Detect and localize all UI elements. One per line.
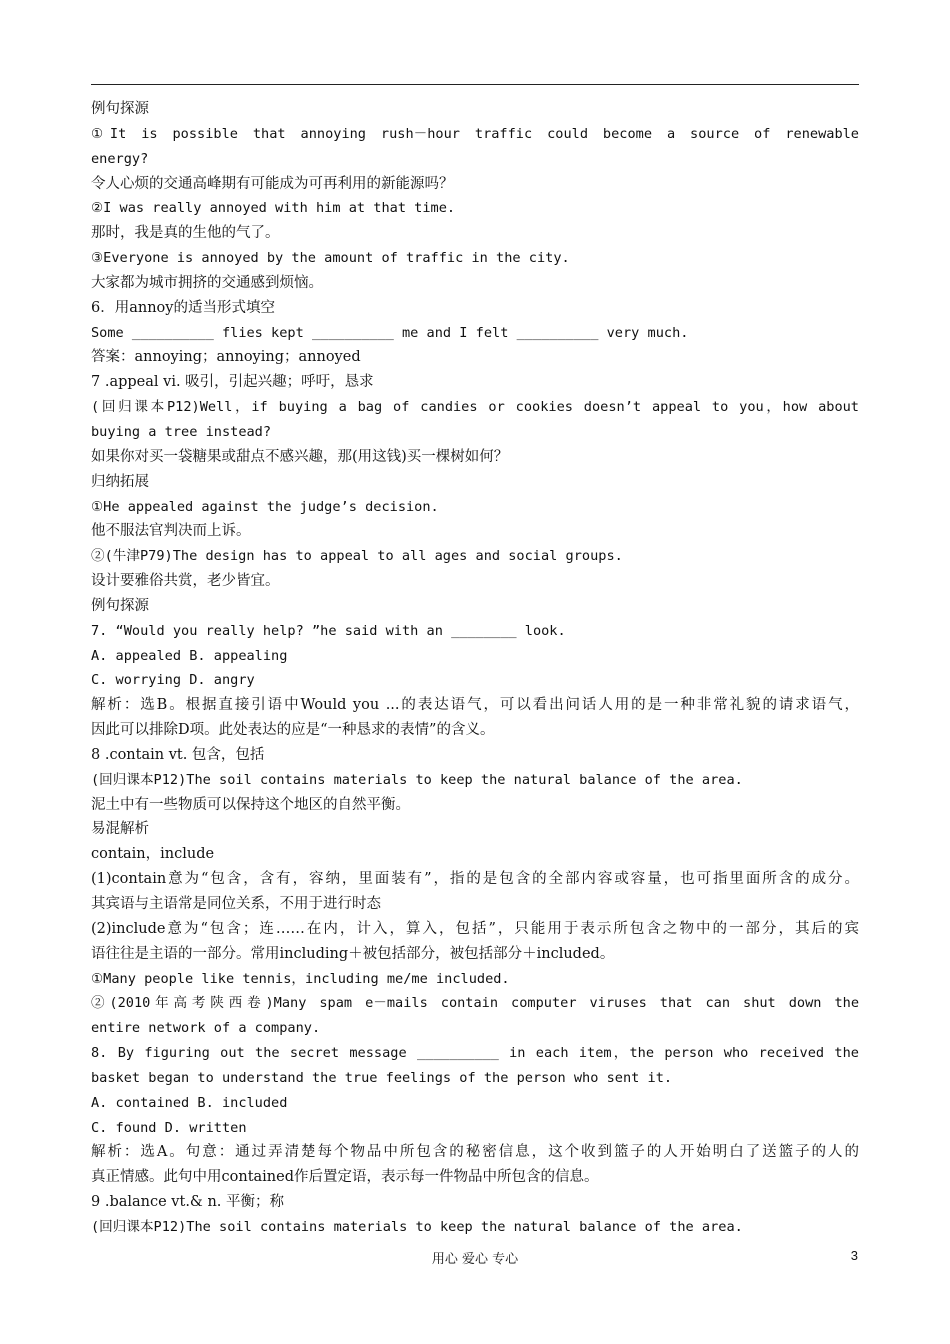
text-line: 8. By figuring out the secret message __________ in each item，the person who received the (91, 1045, 859, 1062)
text-line: A. appealed B. appealing (91, 647, 288, 664)
text-line: C. worrying D. angry (91, 672, 255, 689)
text-line: Some __________ flies kept __________ me and I felt __________ very much. (91, 324, 689, 341)
text-line: 设计要雅俗共赏，老少皆宜。 (91, 573, 280, 590)
page-number: 3 (850, 1248, 858, 1263)
text-line: 9 .balance vt.& n. 平衡；称 (91, 1194, 285, 1211)
document-body (91, 97, 859, 1240)
text-line: 归纳拓展 (91, 473, 149, 490)
text-line: A. contained B. included (91, 1094, 288, 1111)
text-line: entire network of a company. (91, 1020, 321, 1037)
text-line: 他不服法官判决而上诉。 (91, 523, 251, 540)
text-line: 那时，我是真的生他的气了。 (91, 225, 280, 242)
text-line: 大家都为城市拥挤的交通感到烦恼。 (91, 274, 323, 291)
text-line: ②I was really annoyed with him at that time. (91, 200, 456, 217)
text-line: 泥土中有一些物质可以保持这个地区的自然平衡。 (91, 796, 410, 813)
text-line: ②(牛津P79)The design has to appeal to all ages and social groups. (91, 548, 623, 565)
text-line: 6．用annoy的适当形式填空 (91, 299, 275, 316)
text-line: (回归课本P12)The soil contains materials to keep the natural balance of the area. (91, 1218, 743, 1235)
page-footer (0, 1248, 950, 1268)
text-line: energy? (91, 150, 149, 167)
text-line: ①It is possible that annoying rush－hour traffic could become a source of renewable (91, 125, 859, 142)
text-line: 解析：选B。根据直接引语中Would you ...的表达语气，可以看出问话人用的是一种非常礼貌的请求语气， (91, 697, 859, 714)
text-line: (2)include意为“包含；连……在内，计入，算入，包括”，只能用于表示所包含之物中的一部分，其后的宾 (91, 920, 859, 937)
text-line: buying a tree instead? (91, 423, 272, 440)
text-line: 令人心烦的交通高峰期有可能成为可再利用的新能源吗？ (91, 175, 454, 192)
text-line: 8 .contain vt. 包含，包括 (91, 746, 265, 763)
text-line: 7. “Would you really help? ”he said with an ________ look. (91, 622, 566, 639)
text-line: ①Many people like tennis，including me/me included. (91, 970, 510, 987)
text-line: 因此可以排除D项。此处表达的应是“一种恳求的表情”的含义。 (91, 722, 495, 739)
text-line: (回归课本P12)Well，if buying a bag of candies or cookies doesn’t appeal to you，how about (91, 399, 859, 416)
text-line: 其宾语与主语常是同位关系，不用于进行时态 (91, 896, 381, 912)
text-line: 真正情感。此句中用contained作后置定语，表示每一件物品中所包含的信息。 (91, 1169, 599, 1186)
text-line: ③Everyone is annoyed by the amount of traffic in the city. (91, 250, 570, 267)
text-line: contain，include (91, 846, 215, 863)
text-line: 易混解析 (91, 821, 149, 838)
text-line: 如果你对买一袋糖果或甜点不感兴趣，那(用这钱)买一棵树如何？ (91, 448, 509, 465)
text-line: 语往往是主语的一部分。常用including＋被包括部分，被包括部分＋included。 (91, 945, 615, 962)
text-line: (1)contain意为“包含，含有，容纳，里面装有”，指的是包含的全部内容或容量，也可指里面所含的成分。 (91, 871, 859, 888)
text-line: ①He appealed against the judge’s decision. (91, 498, 439, 515)
text-line: (回归课本P12)The soil contains materials to keep the natural balance of the area. (91, 771, 743, 788)
header-rule (91, 84, 859, 85)
text-line: C. found D. written (91, 1119, 247, 1136)
footer-motto: 用心 爱心 专心 (431, 1252, 519, 1267)
text-line: 7 .appeal vi. 吸引，引起兴趣；呼吁，恳求 (91, 374, 374, 391)
text-line: basket began to understand the true feelings of the person who sent it. (91, 1069, 673, 1086)
text-line: 解析：选A。句意：通过弄清楚每个物品中所包含的秘密信息，这个收到篮子的人开始明白了送篮子的人的 (91, 1144, 859, 1161)
text-line: 例句探源 (91, 101, 149, 117)
text-line: ②(2010年高考陕西卷)Many spam e－mails contain computer viruses that can shut down the (91, 995, 859, 1012)
text-line: 例句探源 (91, 597, 149, 614)
text-line: 答案：annoying；annoying；annoyed (91, 349, 361, 366)
